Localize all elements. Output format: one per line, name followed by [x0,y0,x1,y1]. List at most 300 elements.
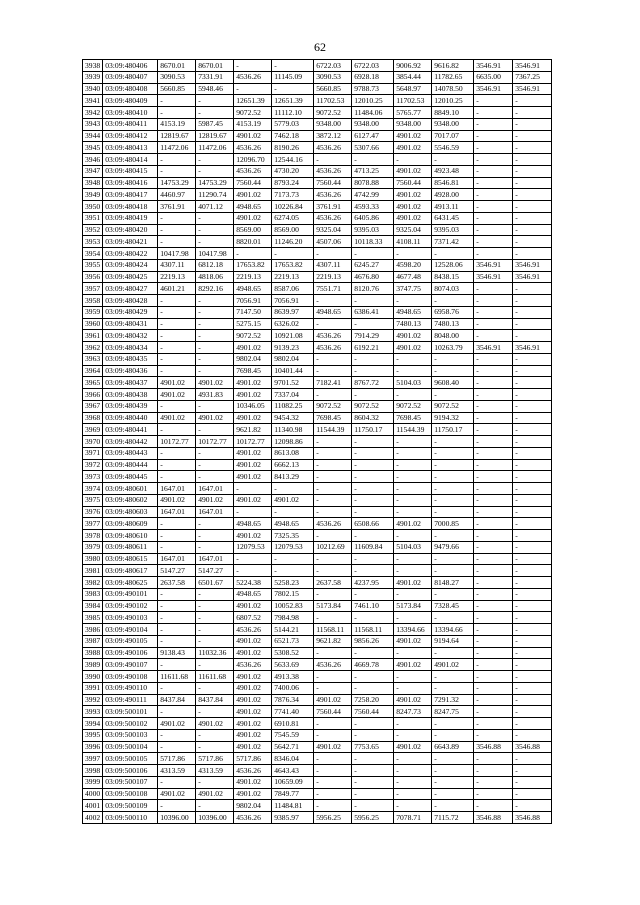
code-cell: 03:09:480438 [103,389,158,401]
value-cell: 4593.33 [352,201,394,213]
value-cell: 5104.03 [394,541,432,553]
table-row [83,436,552,448]
value-cell: 5642.71 [272,741,314,753]
value-cell: 11484.06 [352,107,394,119]
value-cell: 3546.91 [474,83,513,95]
code-cell: 03:09:480602 [103,494,158,506]
value-cell: - [352,483,394,495]
value-cell: 4928.00 [432,189,474,201]
value-cell: - [158,306,196,318]
value-cell: 8569.00 [272,224,314,236]
row-number-cell: 3994 [83,718,103,730]
value-cell: 5224.38 [234,577,272,589]
value-cell: - [513,718,552,730]
code-cell: 03:09:480601 [103,483,158,495]
value-cell: 4507.06 [314,236,352,248]
value-cell: 7698.45 [394,412,432,424]
value-cell: - [314,436,352,448]
value-cell: 5956.25 [352,812,394,824]
value-cell: 4901.02 [158,412,196,424]
code-cell: 03:09:480443 [103,447,158,459]
value-cell: 6386.41 [352,306,394,318]
code-cell: 03:09:490101 [103,588,158,600]
value-cell: 9616.82 [432,60,474,72]
value-cell: 14753.29 [196,177,234,189]
value-cell: 3747.75 [394,283,432,295]
value-cell: 9802.04 [234,800,272,812]
value-cell: - [513,506,552,518]
code-cell: 03:09:480427 [103,283,158,295]
value-cell: - [474,248,513,260]
value-cell: - [432,682,474,694]
value-cell: 8670.01 [196,60,234,72]
value-cell: 5987.45 [196,118,234,130]
value-cell: 7802.15 [272,588,314,600]
value-cell: - [513,788,552,800]
table-row [83,107,552,119]
value-cell: 4901.02 [234,647,272,659]
value-cell: 7461.10 [352,600,394,612]
code-cell: 03:09:490106 [103,647,158,659]
value-cell: 5956.25 [314,812,352,824]
value-cell: 9385.97 [272,812,314,824]
value-cell: 11568.11 [352,624,394,636]
value-cell: 4948.65 [394,306,432,318]
value-cell: 10659.09 [272,776,314,788]
value-cell: - [474,447,513,459]
value-cell: 8346.04 [272,753,314,765]
value-cell: 4901.02 [394,212,432,224]
value-cell: - [314,765,352,777]
value-cell: 12079.53 [272,541,314,553]
value-cell: - [272,565,314,577]
row-number-cell: 3993 [83,706,103,718]
value-cell: 12010.25 [432,95,474,107]
value-cell: 7876.34 [272,694,314,706]
row-number-cell: 3954 [83,248,103,260]
table-row [83,353,552,365]
value-cell: 8190.26 [272,142,314,154]
value-cell: 4901.02 [234,729,272,741]
value-cell: 3546.91 [474,259,513,271]
code-cell: 03:09:480436 [103,365,158,377]
value-cell: 7078.71 [394,812,432,824]
value-cell: - [513,671,552,683]
value-cell: 9395.03 [432,224,474,236]
value-cell: 4071.12 [196,201,234,213]
value-cell: 8569.00 [234,224,272,236]
value-cell: - [196,365,234,377]
row-number-cell: 3959 [83,306,103,318]
value-cell: - [513,471,552,483]
value-cell: 4818.06 [196,271,234,283]
value-cell: 14753.29 [158,177,196,189]
value-cell: 4901.02 [394,142,432,154]
value-cell: 4307.11 [158,259,196,271]
value-cell: - [394,295,432,307]
value-cell: - [474,659,513,671]
value-cell: - [196,212,234,224]
value-cell: - [352,776,394,788]
value-cell: 4677.48 [394,271,432,283]
value-cell: 6807.52 [234,612,272,624]
value-cell: - [196,165,234,177]
value-cell: - [513,577,552,589]
table-row [83,718,552,730]
value-cell: - [432,800,474,812]
value-cell: - [352,647,394,659]
value-cell: 7560.44 [314,706,352,718]
value-cell: 9325.04 [314,224,352,236]
value-cell: 4901.02 [196,412,234,424]
value-cell: 8639.97 [272,306,314,318]
value-cell: 4901.02 [234,212,272,224]
value-cell: 4536.26 [314,659,352,671]
code-cell: 03:09:500101 [103,706,158,718]
value-cell: - [314,800,352,812]
table-row [83,776,552,788]
table-row [83,788,552,800]
value-cell: - [513,612,552,624]
value-cell: - [513,412,552,424]
value-cell: 7849.77 [272,788,314,800]
value-cell: - [474,95,513,107]
value-cell: - [394,788,432,800]
value-cell: - [196,330,234,342]
value-cell: 9194.32 [432,412,474,424]
row-number-cell: 3961 [83,330,103,342]
value-cell: - [314,776,352,788]
value-cell: - [513,353,552,365]
table-row [83,577,552,589]
value-cell: 5104.03 [394,377,432,389]
table-row [83,635,552,647]
value-cell: - [352,389,394,401]
value-cell: - [474,389,513,401]
value-cell: 6635.00 [474,71,513,83]
value-cell: 4536.26 [314,142,352,154]
value-cell: 4901.02 [394,635,432,647]
value-cell: - [432,671,474,683]
code-cell: 03:09:480421 [103,236,158,248]
table-row [83,248,552,260]
value-cell: - [196,635,234,647]
value-cell: - [394,718,432,730]
value-cell: - [513,600,552,612]
value-cell: - [432,565,474,577]
value-cell: - [474,436,513,448]
code-cell: 03:09:480419 [103,212,158,224]
value-cell: 10401.44 [272,365,314,377]
value-cell: 5648.97 [394,83,432,95]
value-cell: - [314,506,352,518]
value-cell: 6643.89 [432,741,474,753]
value-cell: 4923.48 [432,165,474,177]
value-cell: - [158,624,196,636]
value-cell: 4901.02 [234,788,272,800]
value-cell: - [196,530,234,542]
value-cell: - [352,154,394,166]
value-cell: 4536.26 [234,812,272,824]
value-cell: - [474,177,513,189]
value-cell: - [234,248,272,260]
row-number-cell: 3942 [83,107,103,119]
value-cell: - [394,671,432,683]
row-number-cell: 3970 [83,436,103,448]
code-cell: 03:09:500103 [103,729,158,741]
row-number-cell: 3990 [83,671,103,683]
value-cell: 9072.52 [234,330,272,342]
table-body [83,60,552,824]
value-cell: 6274.05 [272,212,314,224]
value-cell: 4313.59 [196,765,234,777]
value-cell: 2219.13 [234,271,272,283]
code-cell: 03:09:490104 [103,624,158,636]
value-cell: - [196,424,234,436]
table-row [83,588,552,600]
value-cell: 4598.20 [394,259,432,271]
value-cell: - [158,729,196,741]
value-cell: 9701.52 [272,377,314,389]
value-cell: - [394,612,432,624]
value-cell: - [158,706,196,718]
value-cell: - [394,553,432,565]
value-cell: - [474,318,513,330]
value-cell: 3761.91 [158,201,196,213]
table-row [83,95,552,107]
value-cell: 1647.01 [196,506,234,518]
value-cell: - [352,365,394,377]
value-cell: - [158,588,196,600]
value-cell: - [513,729,552,741]
value-cell: 9072.52 [352,400,394,412]
value-cell: 6245.27 [352,259,394,271]
value-cell: 10052.83 [272,600,314,612]
value-cell: - [513,436,552,448]
value-cell: - [474,283,513,295]
value-cell: 7741.40 [272,706,314,718]
value-cell: 7173.73 [272,189,314,201]
table-row [83,365,552,377]
value-cell: 5173.84 [394,600,432,612]
value-cell: 7017.07 [432,130,474,142]
value-cell: - [352,353,394,365]
value-cell: - [158,165,196,177]
value-cell: - [394,800,432,812]
value-cell: - [196,224,234,236]
page-number: 62 [314,40,326,54]
value-cell: - [513,424,552,436]
value-cell: 9621.82 [234,424,272,436]
row-number-cell: 3988 [83,647,103,659]
value-cell: 4901.02 [158,494,196,506]
code-cell: 03:09:500110 [103,812,158,824]
value-cell: - [158,447,196,459]
value-cell: 5307.66 [352,142,394,154]
value-cell: 7182.41 [314,377,352,389]
value-cell: 8613.08 [272,447,314,459]
value-cell: 7560.44 [394,177,432,189]
value-cell: - [158,107,196,119]
value-cell: 8078.88 [352,177,394,189]
value-cell: - [314,471,352,483]
value-cell: - [432,718,474,730]
code-cell: 03:09:480437 [103,377,158,389]
value-cell: 10396.00 [196,812,234,824]
value-cell: - [158,682,196,694]
value-cell: 4536.26 [234,765,272,777]
value-cell: - [513,212,552,224]
code-cell: 03:09:480406 [103,60,158,72]
value-cell: - [474,107,513,119]
value-cell: - [474,118,513,130]
code-cell: 03:09:480444 [103,459,158,471]
value-cell: 8820.01 [234,236,272,248]
value-cell: - [474,788,513,800]
value-cell: - [513,753,552,765]
value-cell: - [513,800,552,812]
value-cell: - [234,83,272,95]
value-cell: - [474,729,513,741]
value-cell: - [196,447,234,459]
value-cell: 4948.65 [234,588,272,600]
row-number-cell: 3982 [83,577,103,589]
value-cell: 4901.02 [234,412,272,424]
value-cell: - [272,83,314,95]
value-cell: 11750.17 [432,424,474,436]
value-cell: - [158,635,196,647]
value-cell: 13394.66 [394,624,432,636]
table-row [83,682,552,694]
value-cell: 12651.39 [272,95,314,107]
value-cell: - [513,494,552,506]
code-cell: 03:09:480425 [103,271,158,283]
value-cell: - [474,142,513,154]
row-number-cell: 3955 [83,259,103,271]
code-cell: 03:09:480407 [103,71,158,83]
row-number-cell: 3996 [83,741,103,753]
row-number-cell: 3968 [83,412,103,424]
table-row [83,118,552,130]
value-cell: - [474,494,513,506]
data-table [82,59,552,824]
value-cell: 4901.02 [158,377,196,389]
value-cell: 6812.18 [196,259,234,271]
value-cell: 10417.98 [196,248,234,260]
row-number-cell: 4002 [83,812,103,824]
value-cell: - [394,483,432,495]
value-cell: - [394,389,432,401]
value-cell: 7545.59 [272,729,314,741]
value-cell: 2219.13 [314,271,352,283]
table-row [83,295,552,307]
table-row [83,447,552,459]
value-cell: - [158,400,196,412]
value-cell: 4901.02 [196,718,234,730]
value-cell: 9608.40 [432,377,474,389]
value-cell: - [352,295,394,307]
value-cell: - [234,506,272,518]
value-cell: - [513,107,552,119]
value-cell: - [394,729,432,741]
value-cell: - [352,682,394,694]
value-cell: - [474,718,513,730]
value-cell: 9194.64 [432,635,474,647]
value-cell: 7367.25 [513,71,552,83]
value-cell: - [474,306,513,318]
code-cell: 03:09:500107 [103,776,158,788]
table-row [83,706,552,718]
value-cell: - [196,518,234,530]
code-cell: 03:09:480417 [103,189,158,201]
value-cell: - [513,295,552,307]
value-cell: 10118.33 [352,236,394,248]
value-cell: 7337.04 [272,389,314,401]
value-cell: - [432,447,474,459]
value-cell: 3090.53 [158,71,196,83]
value-cell: - [158,776,196,788]
value-cell: 7753.65 [352,741,394,753]
value-cell: - [352,530,394,542]
code-cell: 03:09:500109 [103,800,158,812]
code-cell: 03:09:480428 [103,295,158,307]
value-cell: - [474,624,513,636]
value-cell: 4901.02 [234,130,272,142]
value-cell: 10417.98 [158,248,196,260]
value-cell: 4901.02 [196,377,234,389]
value-cell: - [513,682,552,694]
value-cell: - [394,471,432,483]
value-cell: 11782.65 [432,71,474,83]
value-cell: - [394,753,432,765]
code-cell: 03:09:500105 [103,753,158,765]
value-cell: - [394,447,432,459]
value-cell: - [196,353,234,365]
table-row [83,530,552,542]
value-cell: 2637.58 [158,577,196,589]
value-cell: 4901.02 [196,494,234,506]
row-number-cell: 3992 [83,694,103,706]
value-cell: - [196,612,234,624]
value-cell: - [513,318,552,330]
code-cell: 03:09:480412 [103,130,158,142]
value-cell: 4913.11 [432,201,474,213]
value-cell: - [394,459,432,471]
value-cell: 11611.68 [196,671,234,683]
value-cell: 7115.72 [432,812,474,824]
value-cell: - [432,553,474,565]
value-cell: - [314,753,352,765]
row-number-cell: 3969 [83,424,103,436]
row-number-cell: 3979 [83,541,103,553]
value-cell: 12010.25 [352,95,394,107]
value-cell: - [474,365,513,377]
table-row [83,259,552,271]
value-cell: 5633.69 [272,659,314,671]
value-cell: 1647.01 [196,553,234,565]
value-cell: - [513,154,552,166]
value-cell: 11568.11 [314,624,352,636]
table-row [83,600,552,612]
value-cell: - [314,154,352,166]
value-cell: - [352,612,394,624]
value-cell: - [158,800,196,812]
value-cell: - [352,800,394,812]
value-cell: - [513,377,552,389]
value-cell: - [474,224,513,236]
value-cell: 8048.00 [432,330,474,342]
value-cell: 8247.73 [394,706,432,718]
